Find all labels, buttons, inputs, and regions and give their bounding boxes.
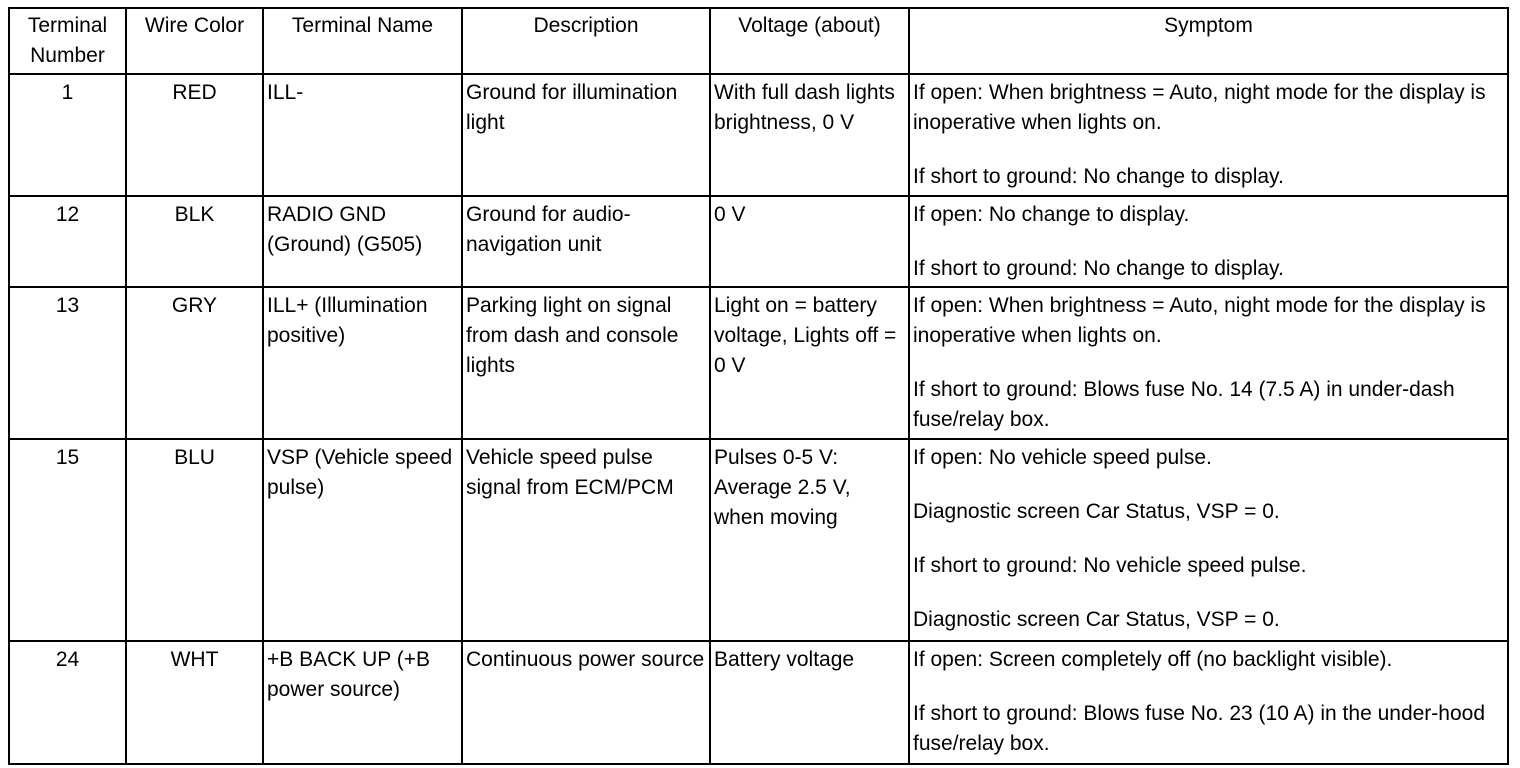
symptom-line: If open: No change to display. (913, 203, 1190, 226)
terminal-number-cell: 13 (9, 287, 126, 439)
terminal-number-cell: 12 (9, 196, 126, 287)
table-row (9, 287, 1508, 439)
header-row (9, 8, 1508, 74)
table-row (9, 74, 1508, 196)
table-row (9, 196, 1508, 287)
symptom-line: If open: Screen completely off (no backlight visible). (913, 648, 1393, 671)
header-wire-color: Wire Color (126, 8, 263, 74)
header-terminal-number: Terminal Number (9, 8, 126, 74)
symptom-cell (909, 439, 1508, 641)
symptom-line: If open: No vehicle speed pulse. (913, 446, 1212, 469)
table-row (9, 641, 1508, 764)
symptom-line: Diagnostic screen Car Status, VSP = 0. (913, 608, 1280, 631)
symptom-cell (909, 641, 1508, 764)
symptom-line: If open: When brightness = Auto, night mode for the display is inoperative when lights on. (913, 81, 1486, 134)
voltage-cell: 0 V (710, 196, 909, 287)
header-description: Description (462, 8, 710, 74)
wire-color-cell: BLK (126, 196, 263, 287)
description-cell: Parking light on signal from dash and console lights (462, 287, 710, 439)
terminal-name-cell: RADIO GND (Ground) (G505) (263, 196, 462, 287)
voltage-cell: Battery voltage (710, 641, 909, 764)
description-cell: Ground for illumination light (462, 74, 710, 196)
symptom-line: If short to ground: No vehicle speed pulse. (913, 554, 1307, 577)
terminal-name-cell: +B BACK UP (+B power source) (263, 641, 462, 764)
terminal-name-cell: ILL+ (Illumination positive) (263, 287, 462, 439)
wire-color-cell: WHT (126, 641, 263, 764)
wire-color-cell: GRY (126, 287, 263, 439)
terminal-number-cell: 15 (9, 439, 126, 641)
description-cell: Vehicle speed pulse signal from ECM/PCM (462, 439, 710, 641)
description-cell: Ground for audio-navigation unit (462, 196, 710, 287)
symptom-cell (909, 287, 1508, 439)
header-symptom: Symptom (909, 8, 1508, 74)
voltage-cell: With full dash lights brightness, 0 V (710, 74, 909, 196)
symptom-line: If open: When brightness = Auto, night mode for the display is inoperative when lights on. (913, 294, 1486, 347)
terminal-number-cell: 24 (9, 641, 126, 764)
symptom-line: If short to ground: No change to display. (913, 165, 1284, 188)
voltage-cell: Pulses 0-5 V: Average 2.5 V, when moving (710, 439, 909, 641)
symptom-line: Diagnostic screen Car Status, VSP = 0. (913, 500, 1280, 523)
terminal-name-cell: ILL- (263, 74, 462, 196)
symptom-line: If short to ground: Blows fuse No. 14 (7.5 A) in under-dash fuse/relay box. (913, 378, 1455, 431)
voltage-cell: Light on = battery voltage, Lights off = 0 V (710, 287, 909, 439)
wire-color-cell: BLU (126, 439, 263, 641)
description-cell: Continuous power source (462, 641, 710, 764)
symptom-cell (909, 74, 1508, 196)
terminal-number-cell: 1 (9, 74, 126, 196)
header-terminal-name: Terminal Name (263, 8, 462, 74)
symptom-line: If short to ground: No change to display. (913, 257, 1284, 280)
terminal-name-cell: VSP (Vehicle speed pulse) (263, 439, 462, 641)
terminal-table (8, 7, 1509, 765)
header-voltage: Voltage (about) (710, 8, 909, 74)
table-row (9, 439, 1508, 641)
symptom-line: If short to ground: Blows fuse No. 23 (10 A) in the under-hood fuse/relay box. (913, 702, 1486, 755)
symptom-cell (909, 196, 1508, 287)
wire-color-cell: RED (126, 74, 263, 196)
